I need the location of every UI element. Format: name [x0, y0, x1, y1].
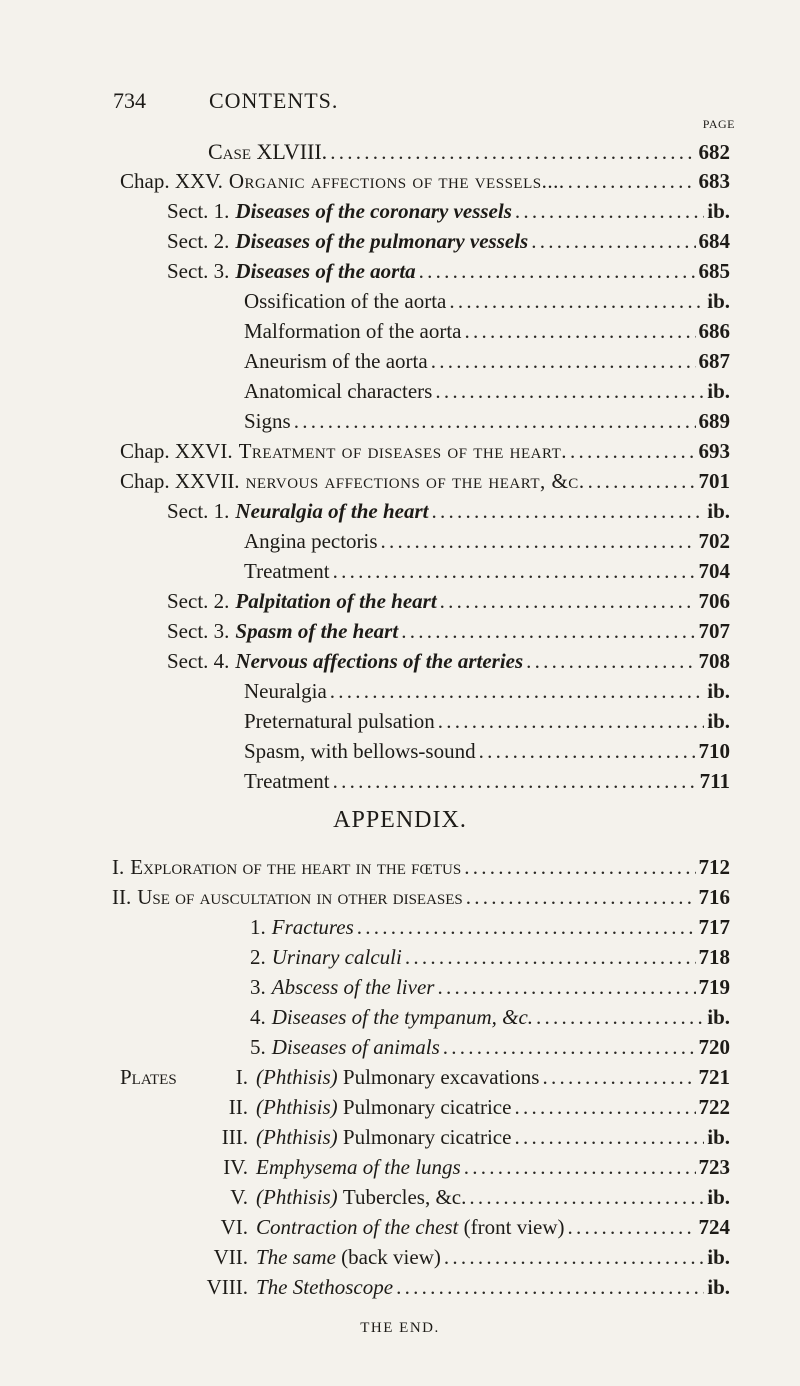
- dot-leader: [405, 942, 696, 972]
- dot-leader: [333, 556, 696, 586]
- plate-entry: III. (Phthisis) Pulmonary cicatrice . . . ib.: [194, 1122, 730, 1152]
- appendix-entry: 2. Urinary calculi . . . 718: [250, 942, 730, 972]
- plate-entry: VII. The same (back view) . . . ib.: [194, 1242, 730, 1272]
- dot-leader: [588, 466, 696, 496]
- page-column-label: PAGE: [702, 117, 735, 131]
- toc-entry: Sect. 3. Diseases of the aorta . . . 685: [167, 256, 730, 286]
- toc-entry: Chap. XXVI. Treatment of diseases of the heart. . . . 693: [120, 436, 730, 466]
- dot-leader: [431, 346, 696, 376]
- entry-page: 682: [698, 140, 730, 164]
- dot-leader: [330, 676, 704, 706]
- dot-leader: [440, 586, 696, 616]
- dot-leader: [419, 256, 696, 286]
- dot-leader: [479, 736, 696, 766]
- dot-leader: [330, 137, 695, 167]
- plate-entry: VIII. The Stethoscope . . . ib.: [194, 1272, 730, 1302]
- dot-leader: [469, 1182, 704, 1212]
- toc-entry: Signs . . . 689: [244, 406, 730, 436]
- dot-leader: [466, 882, 696, 912]
- toc-entry: Sect. 1. Neuralgia of the heart . . . ib.: [167, 496, 730, 526]
- toc-entry: Aneurism of the aorta . . . 687: [244, 346, 730, 376]
- toc-entry: Sect. 2. Palpitation of the heart . . . 706: [167, 586, 730, 616]
- running-title: CONTENTS.: [209, 88, 339, 113]
- the-end: THE END.: [360, 1320, 440, 1336]
- dot-leader: [542, 1062, 695, 1092]
- toc-entry: Neuralgia . . . ib.: [244, 676, 730, 706]
- toc-entry: Spasm, with bellows-sound . . . 710: [244, 736, 730, 766]
- dot-leader: [515, 196, 704, 226]
- plate-entry: IV. Emphysema of the lungs . . . 723: [194, 1152, 730, 1182]
- dot-leader: [531, 226, 695, 256]
- dot-leader: [294, 406, 696, 436]
- dot-leader: [536, 1002, 704, 1032]
- dot-leader: [357, 912, 696, 942]
- appendix-entry: 4. Diseases of the tympanum, &c. . . . ib.: [250, 1002, 730, 1032]
- plates-label: Plates: [120, 1065, 177, 1089]
- dot-leader: [435, 376, 704, 406]
- toc-entry: Sect. 3. Spasm of the heart . . . 707: [167, 616, 730, 646]
- dot-leader: [438, 706, 705, 736]
- dot-leader: [444, 1242, 704, 1272]
- toc-entry: Angina pectoris . . . 702: [244, 526, 730, 556]
- toc-entry: Chap. XXV. Organic affections of the vessels.... . . . 683: [120, 166, 730, 196]
- toc-entry: Anatomical characters . . . ib.: [244, 376, 730, 406]
- dot-leader: [443, 1032, 696, 1062]
- dot-leader: [437, 972, 695, 1002]
- plate-entry: V. (Phthisis) Tubercles, &c. . . . ib.: [194, 1182, 730, 1212]
- toc-entry: Sect. 1. Diseases of the coronary vessels . . . ib.: [167, 196, 730, 226]
- dot-leader: [514, 1122, 704, 1152]
- dot-leader: [464, 852, 695, 882]
- dot-leader: [465, 316, 696, 346]
- plate-entry: II. (Phthisis) Pulmonary cicatrice . . . 722: [194, 1092, 730, 1122]
- dot-leader: [381, 526, 696, 556]
- toc-entry: Case XLVIII. . . . 682: [208, 137, 730, 167]
- plate-entry: I. (Phthisis) Pulmonary excavations . . . 721: [194, 1062, 730, 1092]
- appendix-entry: I. Exploration of the heart in the fœtus . . . 712: [112, 852, 730, 882]
- toc-entry: Treatment . . . 711: [244, 766, 730, 796]
- appendix-entry: II. Use of auscultation in other diseases . . . 716: [112, 882, 730, 912]
- dot-leader: [568, 1212, 696, 1242]
- appendix-entry: 1. Fractures . . . 717: [250, 912, 730, 942]
- dot-leader: [432, 496, 705, 526]
- toc-entry: Sect. 2. Diseases of the pulmonary vessels . . . 684: [167, 226, 730, 256]
- dot-leader: [526, 646, 695, 676]
- dot-leader: [396, 1272, 704, 1302]
- appendix-heading: APPENDIX.: [333, 807, 467, 833]
- toc-entry: Malformation of the aorta . . . 686: [244, 316, 730, 346]
- dot-leader: [449, 286, 704, 316]
- dot-leader: [333, 766, 697, 796]
- dot-leader: [570, 436, 695, 466]
- dot-leader: [568, 166, 696, 196]
- toc-entry: Chap. XXVII. nervous affections of the heart, &c. . . . 701: [120, 466, 730, 496]
- running-head: [113, 88, 673, 118]
- appendix-entry: 3. Abscess of the liver . . . 719: [250, 972, 730, 1002]
- dot-leader: [464, 1152, 696, 1182]
- plate-entry: VI. Contraction of the chest (front view) . . . 724: [194, 1212, 730, 1242]
- toc-entry: Sect. 4. Nervous affections of the arteries . . . 708: [167, 646, 730, 676]
- toc-entry: Preternatural pulsation . . . ib.: [244, 706, 730, 736]
- toc-entry: Treatment . . . 704: [244, 556, 730, 586]
- dot-leader: [514, 1092, 695, 1122]
- toc-entry: Ossification of the aorta . . . ib.: [244, 286, 730, 316]
- dot-leader: [401, 616, 695, 646]
- appendix-entry: 5. Diseases of animals . . . 720: [250, 1032, 730, 1062]
- page-number: 734: [113, 88, 146, 113]
